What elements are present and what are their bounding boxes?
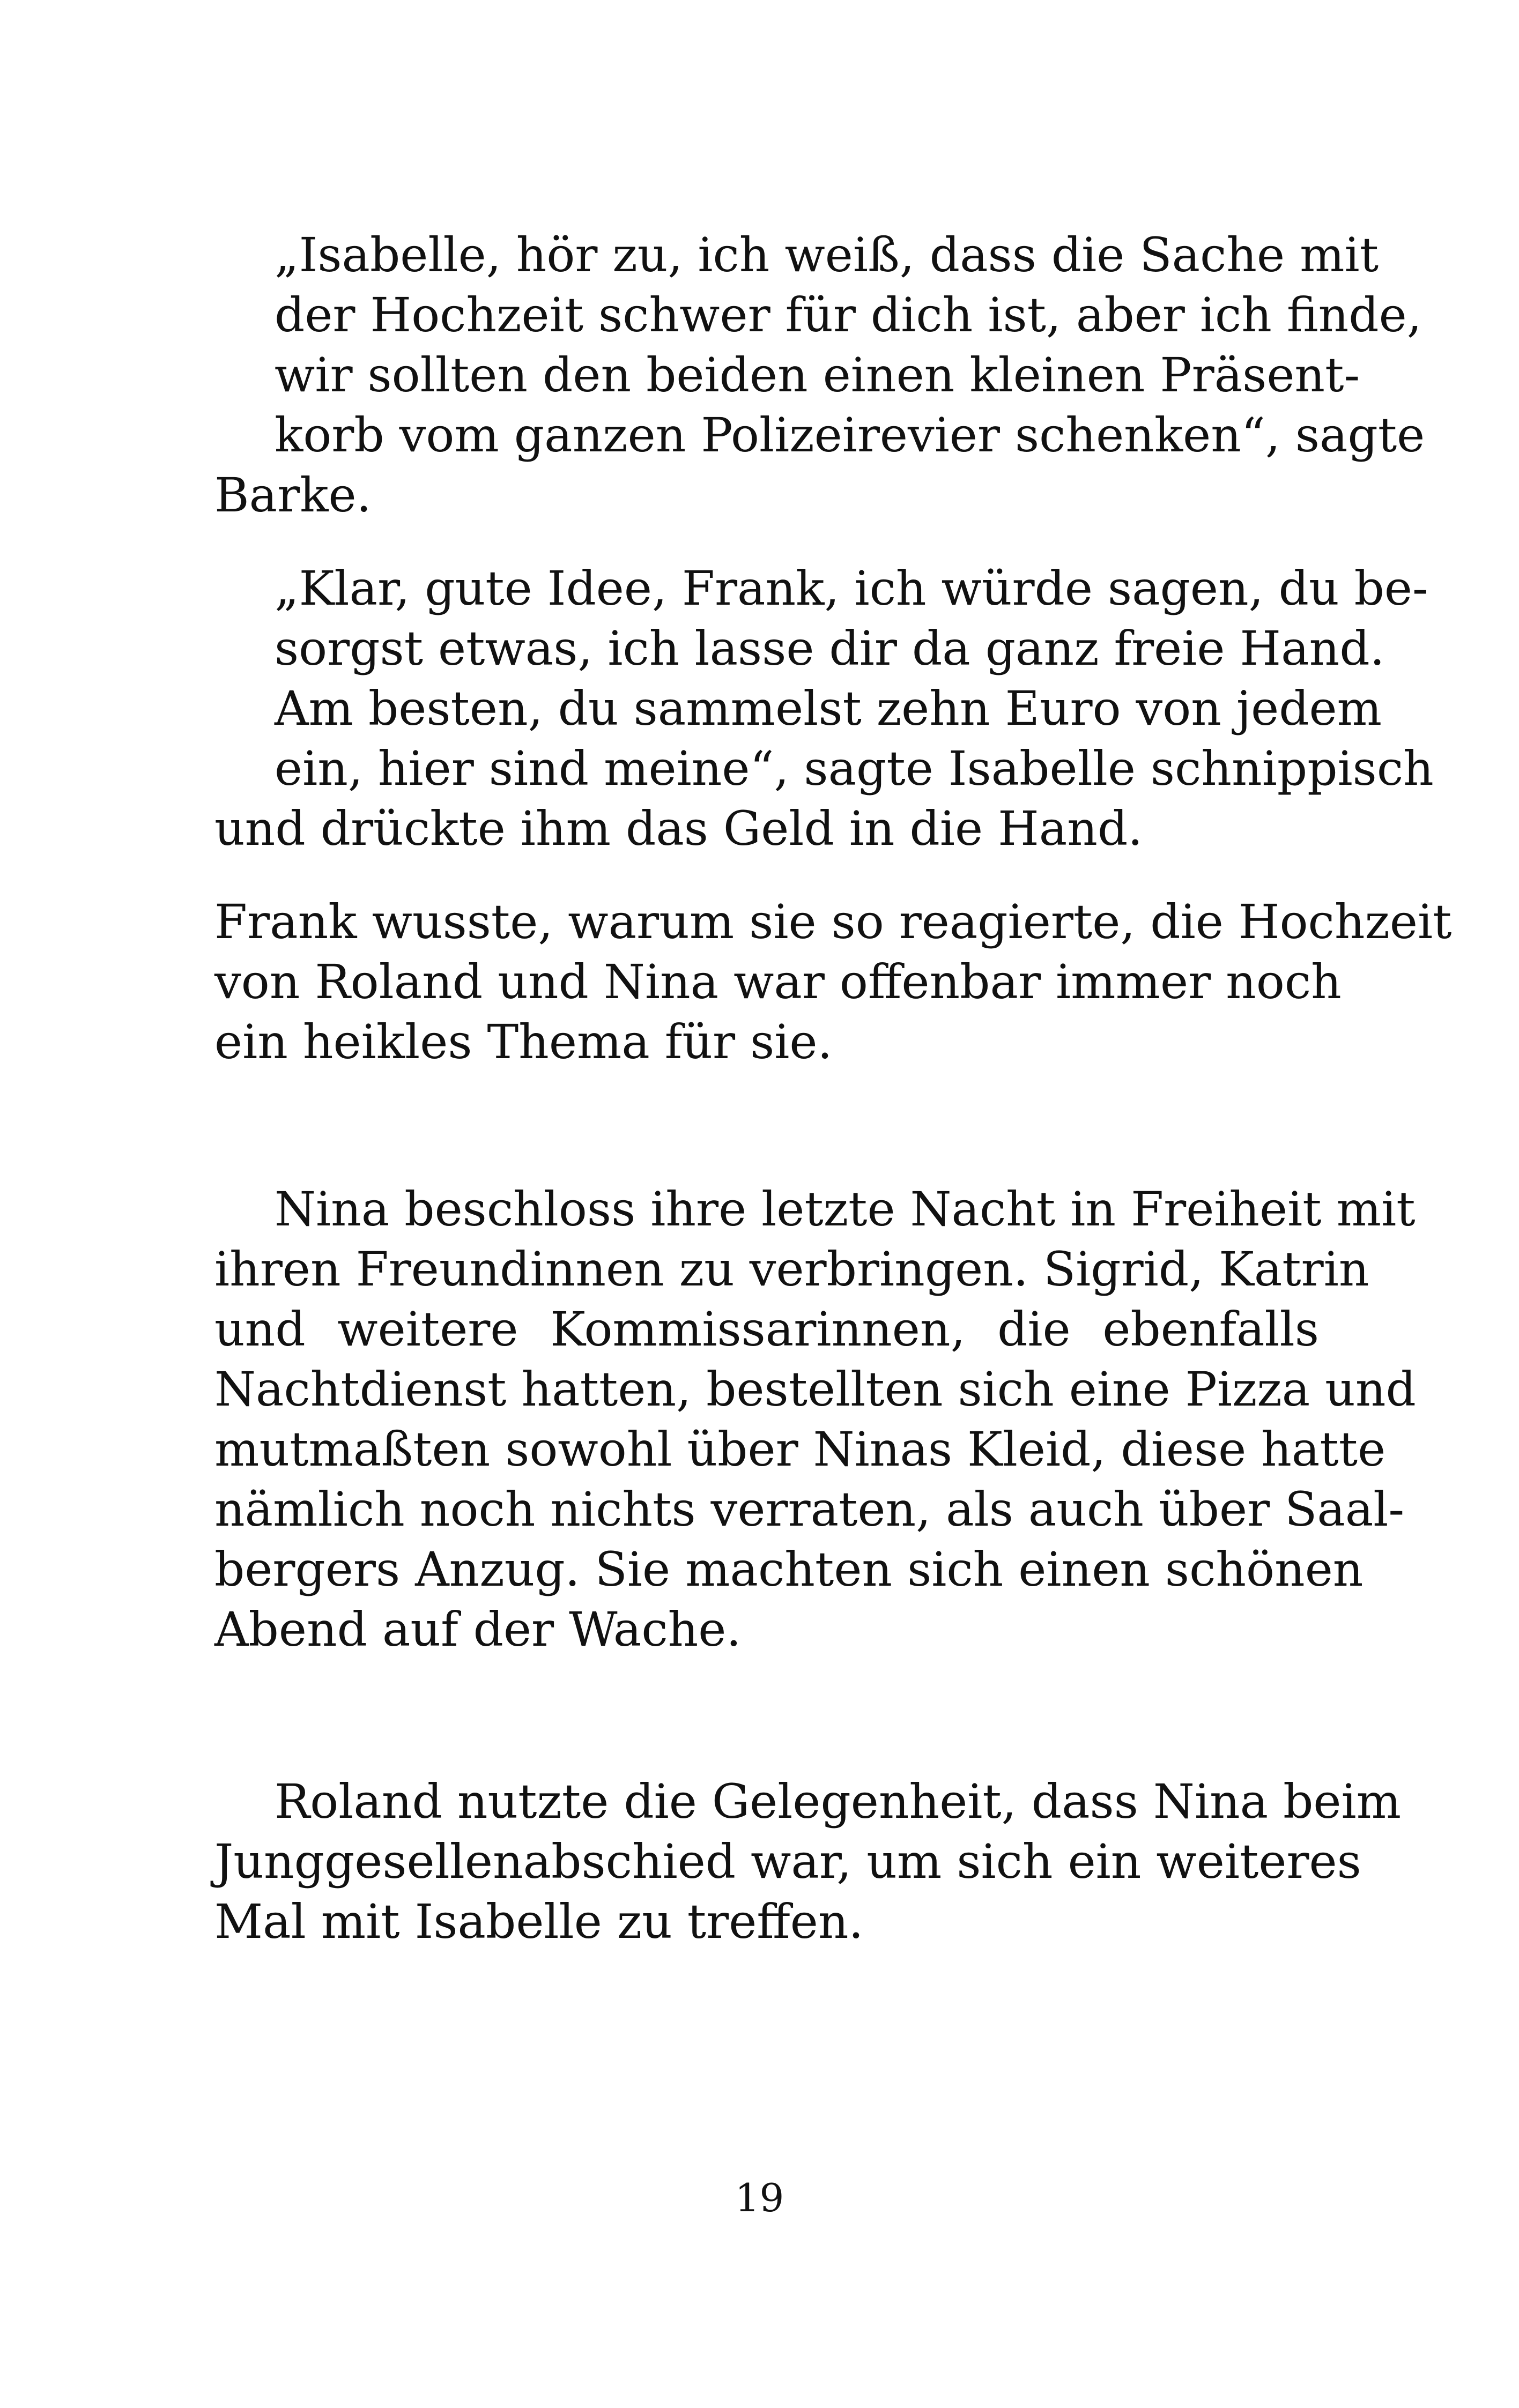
- text-line: Abend auf der Wache.: [214, 1602, 742, 1657]
- paragraph-4: [214, 1179, 1416, 1660]
- text-line: wir sollten den beiden einen kleinen Präsent-: [275, 347, 1360, 403]
- text-line: von Roland und Nina war offenbar immer noch: [214, 954, 1342, 1009]
- text-line: ihren Freundinnen zu verbringen. Sigrid, Katrin: [214, 1242, 1369, 1297]
- text-line: Frank wusste, warum sie so reagierte, die Hochzeit: [214, 894, 1452, 949]
- paragraph-3: [214, 892, 1452, 1072]
- paragraph-5: [214, 1772, 1402, 1952]
- text-line: Roland nutzte die Gelegenheit, dass Nina beim: [275, 1774, 1402, 1829]
- text-line: mutmaßten sowohl über Ninas Kleid, diese hatte: [214, 1422, 1386, 1477]
- text-line: Nachtdienst hatten, bestellten sich eine Pizza und: [214, 1362, 1416, 1417]
- text-line: sorgst etwas, ich lasse dir da ganz freie Hand.: [275, 621, 1385, 676]
- text-line: ein, hier sind meine“, sagte Isabelle schnippisch: [275, 741, 1434, 796]
- paragraph-2: [214, 559, 1434, 859]
- text-line: „Klar, gute Idee, Frank, ich würde sagen, du be-: [275, 561, 1428, 616]
- text-line: Nina beschloss ihre letzte Nacht in Freiheit mit: [275, 1181, 1416, 1237]
- text-line: Junggesellenabschied war, um sich ein weiteres: [214, 1834, 1361, 1889]
- text-line: ein heikles Thema für sie.: [214, 1014, 833, 1069]
- text-line: und drückte ihm das Geld in die Hand.: [214, 801, 1143, 856]
- text-line: Mal mit Isabelle zu treffen.: [214, 1894, 864, 1949]
- page-number: 19: [735, 2175, 784, 2220]
- text-line: „Isabelle, hör zu, ich weiß, dass die Sache mit: [275, 227, 1379, 283]
- text-line: Barke.: [214, 467, 372, 523]
- text-line: nämlich noch nichts verraten, als auch über Saal-: [214, 1482, 1405, 1537]
- text-line: und weitere Kommissarinnen, die ebenfalls: [214, 1302, 1319, 1357]
- text-line: korb vom ganzen Polizeirevier schenken“, sagte: [275, 407, 1425, 463]
- text-line: der Hochzeit schwer für dich ist, aber ich finde,: [275, 287, 1422, 343]
- text-line: Am besten, du sammelst zehn Euro von jedem: [275, 681, 1382, 736]
- text-line: bergers Anzug. Sie machten sich einen schönen: [214, 1542, 1364, 1597]
- paragraph-1: [214, 225, 1425, 525]
